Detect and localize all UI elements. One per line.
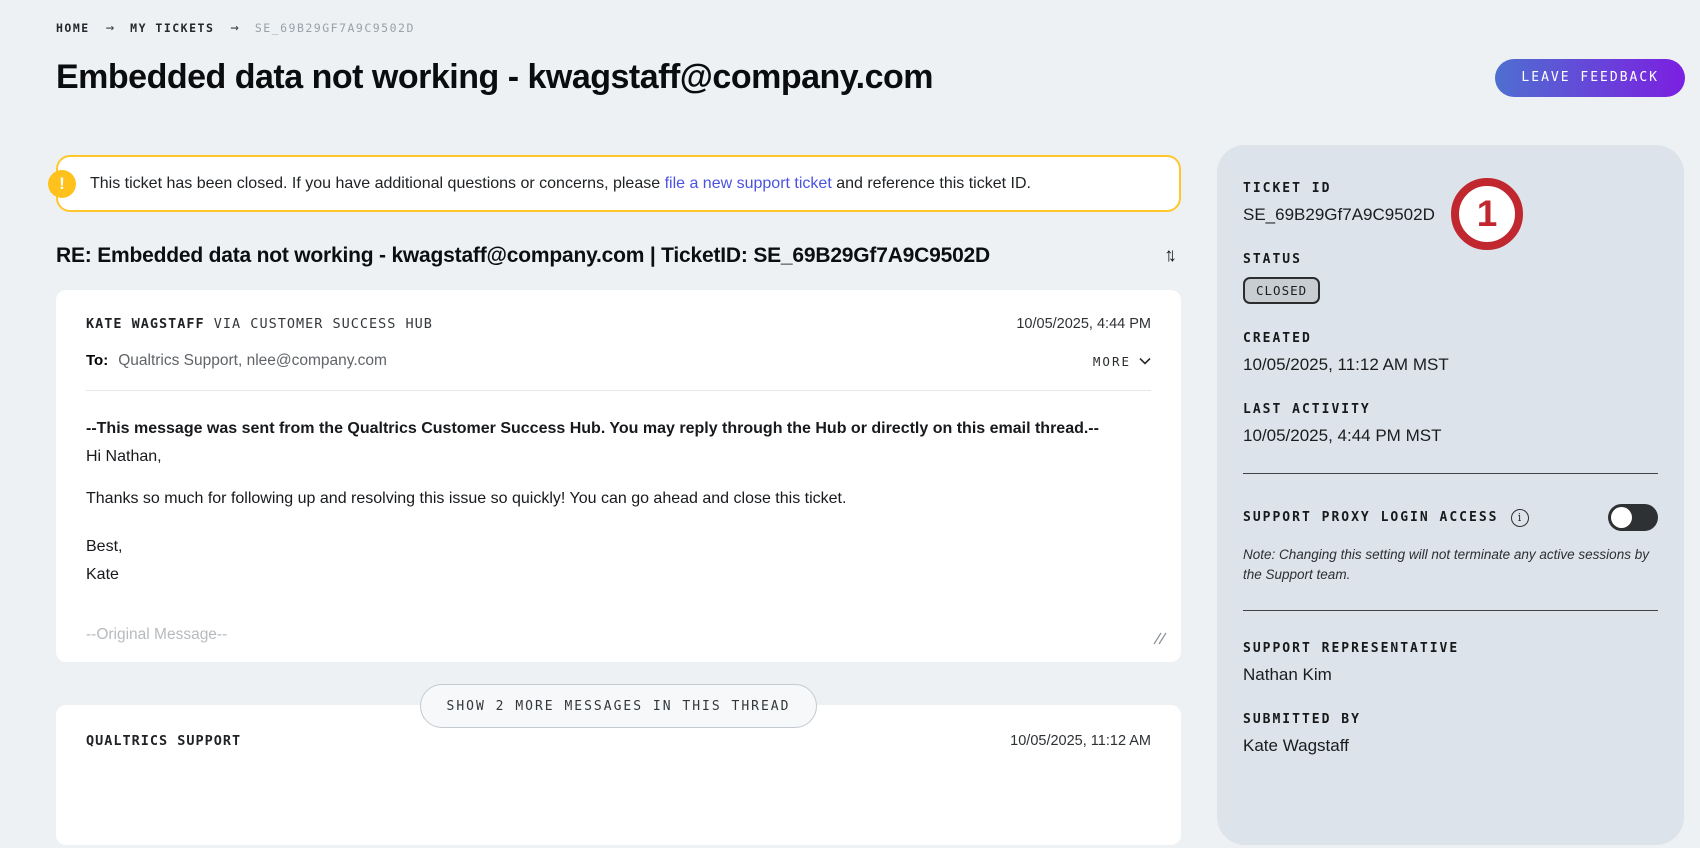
last-activity-label: LAST ACTIVITY	[1243, 402, 1371, 417]
created-field	[1243, 331, 1658, 375]
created-value: 10/05/2025, 11:12 AM MST	[1243, 355, 1449, 374]
message-timestamp: 10/05/2025, 4:44 PM	[1016, 316, 1151, 332]
proxy-login-label: SUPPORT PROXY LOGIN ACCESS	[1243, 510, 1499, 525]
show-more-row	[56, 662, 1181, 714]
ticket-closed-alert	[56, 155, 1181, 212]
page-title: Embedded data not working - kwagstaff@company.com	[56, 58, 934, 96]
message-sender: KATE WAGSTAFF VIA CUSTOMER SUCCESS HUB	[86, 316, 433, 332]
breadcrumb-my-tickets[interactable]: MY TICKETS	[130, 21, 215, 35]
status-field	[1243, 252, 1658, 304]
file-new-ticket-link[interactable]: file a new support ticket	[664, 174, 832, 192]
message-text: Thanks so much for following up and resolving this issue so quickly! You can go ahead and close this ticket.	[86, 490, 847, 507]
message-signature: Kate	[86, 566, 119, 583]
thread-subject-row	[56, 244, 1181, 268]
annotation-circle-1: 1	[1451, 178, 1523, 250]
message-greeting: Hi Nathan,	[86, 448, 162, 465]
resize-handle-icon[interactable]	[1153, 631, 1167, 650]
breadcrumb-arrow-icon: →	[105, 20, 115, 36]
proxy-login-row	[1243, 504, 1658, 531]
breadcrumb	[56, 20, 1685, 36]
alert-exclamation-icon: !	[48, 170, 76, 198]
status-badge: CLOSED	[1243, 277, 1320, 304]
sort-order-icon[interactable]: ↑↓	[1164, 245, 1171, 266]
submitted-by-value: Kate Wagstaff	[1243, 735, 1349, 755]
message-header	[86, 316, 1151, 332]
sidebar-divider	[1243, 610, 1658, 611]
show-more-messages-button[interactable]: SHOW 2 MORE MESSAGES IN THIS THREAD	[420, 684, 818, 728]
message-sender: QUALTRICS SUPPORT	[86, 733, 242, 750]
leave-feedback-button[interactable]: LEAVE FEEDBACK	[1495, 59, 1685, 97]
info-icon[interactable]: i	[1511, 509, 1529, 527]
support-representative-field	[1243, 641, 1658, 685]
more-button[interactable]: MORE	[1093, 354, 1151, 369]
message-card	[56, 290, 1181, 662]
ticket-id-label: TICKET ID	[1243, 181, 1332, 196]
alert-text: This ticket has been closed. If you have additional questions or concerns, please file a new support ticket and reference this ticket ID.	[90, 174, 1031, 192]
support-representative-value: Nathan Kim	[1243, 664, 1332, 684]
ticket-id-value: SE_69B29Gf7A9C9502D	[1243, 205, 1435, 224]
proxy-login-note: Note: Changing this setting will not terminate any active sessions by the Support team.	[1243, 547, 1649, 583]
original-message-label: --Original Message--	[86, 626, 228, 643]
message-recipients: To: Qualtrics Support, nlee@company.com	[86, 352, 387, 369]
thread-column	[56, 97, 1181, 845]
main-content	[0, 97, 1700, 845]
title-row	[56, 58, 1685, 97]
message-body	[86, 415, 1151, 648]
topbar	[0, 0, 1700, 97]
ticket-details-sidebar	[1217, 145, 1684, 845]
message-signoff: Best,	[86, 538, 123, 555]
sidebar-divider	[1243, 473, 1658, 474]
support-representative-label: SUPPORT REPRESENTATIVE	[1243, 640, 1460, 656]
breadcrumb-home[interactable]: HOME	[56, 21, 90, 35]
breadcrumb-ticket-id: SE_69B29GF7A9C9502D	[254, 21, 415, 35]
status-label: STATUS	[1243, 252, 1302, 267]
submitted-by-label: SUBMITTED BY	[1243, 711, 1361, 727]
thread-subject: RE: Embedded data not working - kwagstaff@company.com | TicketID: SE_69B29Gf7A9C9502D	[56, 244, 990, 267]
created-label: CREATED	[1243, 331, 1312, 346]
last-activity-value: 10/05/2025, 4:44 PM MST	[1243, 426, 1442, 445]
hub-disclaimer: --This message was sent from the Qualtrics Customer Success Hub. You may reply through the Hub or directly on this email thread.--	[86, 420, 1099, 437]
message-timestamp: 10/05/2025, 11:12 AM	[1010, 733, 1151, 750]
submitted-by-field	[1243, 712, 1658, 756]
toggle-knob	[1611, 507, 1632, 528]
chevron-down-icon	[1139, 357, 1151, 365]
message-to-row	[86, 352, 1151, 370]
breadcrumb-arrow-icon: →	[230, 20, 239, 36]
message-divider	[86, 390, 1151, 391]
last-activity-field	[1243, 402, 1658, 446]
proxy-login-toggle[interactable]	[1608, 504, 1658, 531]
